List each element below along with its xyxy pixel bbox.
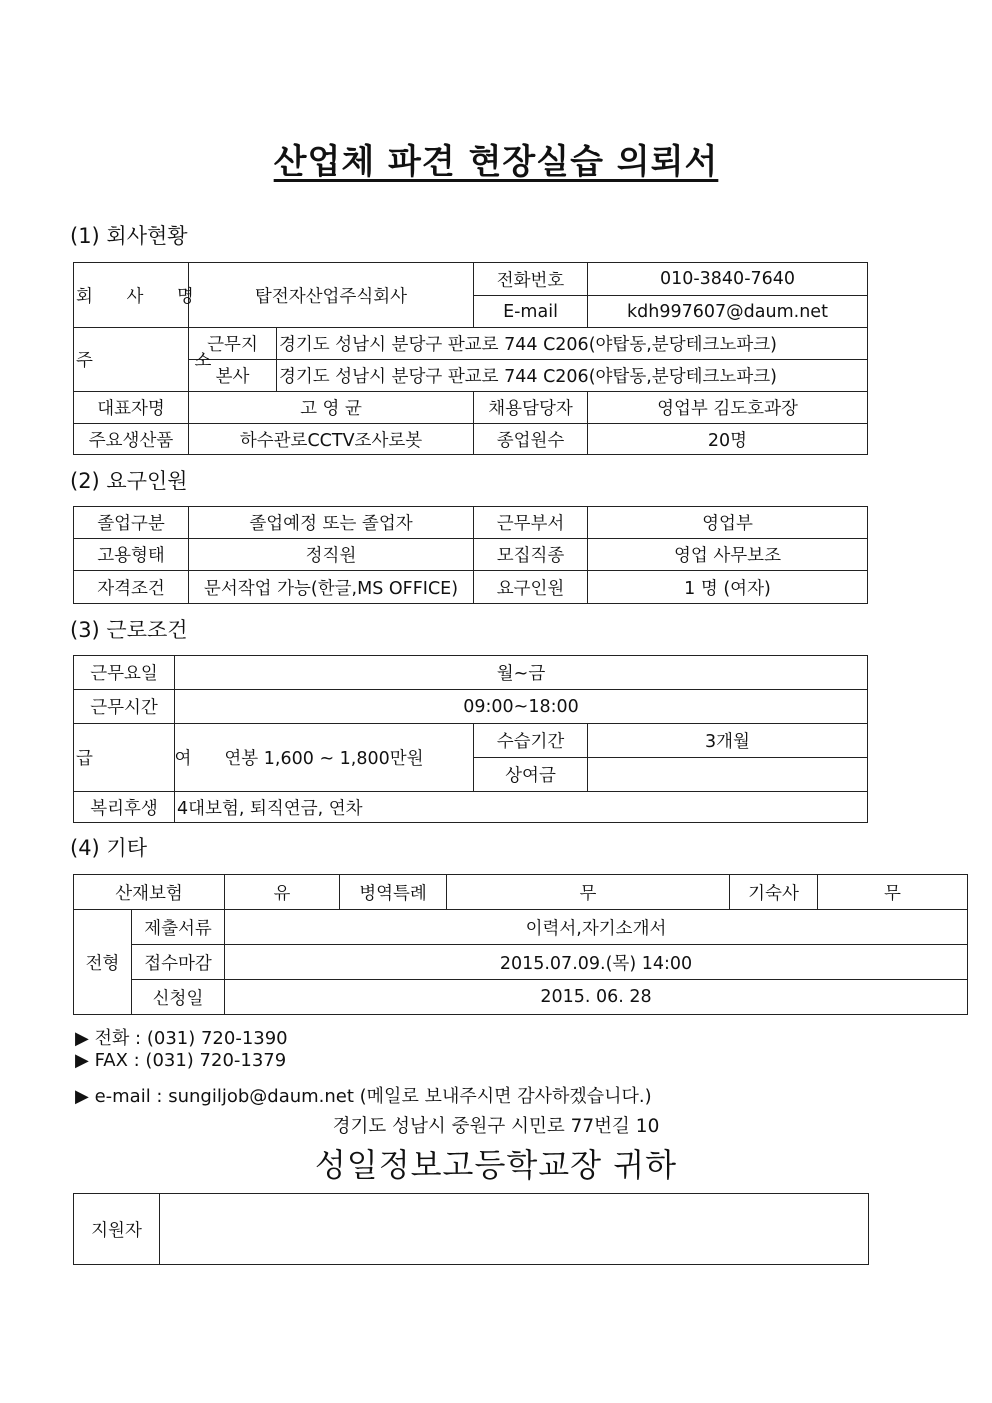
- conditions-table: [73, 655, 868, 823]
- dorm-value: 무: [818, 875, 968, 910]
- school-address: 경기도 성남시 중원구 시민로 77번길 10: [332, 1116, 660, 1137]
- employment-type-value: 정직원: [189, 539, 474, 571]
- contact-fax: ▶ FAX : (031) 720-1379: [75, 1050, 287, 1071]
- phone-label: 전화번호: [474, 263, 588, 296]
- product-value: 하수관로CCTV조사로봇: [189, 424, 474, 455]
- welfare-value: 4대보험, 퇴직연금, 연차: [175, 792, 868, 823]
- insurance-label: 산재보험: [74, 875, 225, 910]
- graduation-label: 졸업구분: [74, 507, 189, 539]
- welfare-label: 복리후생: [74, 792, 175, 823]
- workhours-label: 근무시간: [74, 690, 175, 724]
- dorm-label: 기숙사: [730, 875, 818, 910]
- deadline-value: 2015.07.09.(목) 14:00: [225, 945, 968, 980]
- hq-address-label: 본사: [189, 360, 277, 392]
- company-table: [73, 262, 868, 455]
- company-name-label: 회 사 명: [74, 263, 189, 328]
- deadline-label: 접수마감: [132, 945, 225, 980]
- ceo-value: 고 영 균: [189, 392, 474, 424]
- headcount-label: 요구인원: [474, 571, 588, 604]
- work-address-value: 경기도 성남시 분당구 판교로 744 C206(야탑동,분당테크노파크): [277, 328, 868, 360]
- workhours-value: 09:00~18:00: [175, 690, 868, 724]
- applicant-table: [73, 1193, 869, 1265]
- qualification-value: 문서작업 가능(한글,MS OFFICE): [189, 571, 474, 604]
- ceo-label: 대표자명: [74, 392, 189, 424]
- hr-manager-label: 채용담당자: [474, 392, 588, 424]
- job-type-label: 모집직종: [474, 539, 588, 571]
- hr-manager-value: 영업부 김도호과장: [588, 392, 868, 424]
- hq-address-value: 경기도 성남시 분당구 판교로 744 C206(야탑동,분당테크노파크): [277, 360, 868, 392]
- bonus-value: [588, 758, 868, 792]
- email-label: E-mail: [474, 296, 588, 328]
- military-label: 병역특례: [340, 875, 447, 910]
- address-label: 주 소: [74, 328, 189, 392]
- workdays-label: 근무요일: [74, 656, 175, 690]
- insurance-value: 유: [225, 875, 340, 910]
- apply-date-value: 2015. 06. 28: [225, 980, 968, 1015]
- staff-label: 종업원수: [474, 424, 588, 455]
- contact-email: ▶ e-mail : sungiljob@daum.net (메일로 보내주시면 감사하겠습니다.): [75, 1086, 652, 1107]
- job-type-value: 영업 사무보조: [588, 539, 868, 571]
- workdays-value: 월~금: [175, 656, 868, 690]
- documents-label: 제출서류: [132, 910, 225, 945]
- section-conditions-heading: (3) 근로조건: [70, 618, 188, 642]
- documents-value: 이력서,자기소개서: [225, 910, 968, 945]
- qualification-label: 자격조건: [74, 571, 189, 604]
- applicant-label: 지원자: [74, 1194, 160, 1265]
- selection-label: 전형: [74, 910, 132, 1015]
- employment-type-label: 고용형태: [74, 539, 189, 571]
- department-value: 영업부: [588, 507, 868, 539]
- contact-phone: ▶ 전화 : (031) 720-1390: [75, 1028, 288, 1049]
- bonus-label: 상여금: [474, 758, 588, 792]
- section-company-heading: (1) 회사현황: [70, 224, 188, 248]
- probation-value: 3개월: [588, 724, 868, 758]
- military-value: 무: [447, 875, 730, 910]
- other-table: [73, 874, 968, 1015]
- section-other-heading: (4) 기타: [70, 836, 147, 860]
- email-value: kdh997607@daum.net: [588, 296, 868, 328]
- probation-label: 수습기간: [474, 724, 588, 758]
- salary-value: 연봉 1,600 ~ 1,800만원: [175, 724, 474, 792]
- applicant-signature-field[interactable]: [160, 1194, 869, 1265]
- work-address-label: 근무지: [189, 328, 277, 360]
- company-name-value: 탑전자산업주식회사: [189, 263, 474, 328]
- document-title: 산업체 파견 현장실습 의뢰서: [273, 142, 719, 182]
- staff-value: 20명: [588, 424, 868, 455]
- graduation-value: 졸업예정 또는 졸업자: [189, 507, 474, 539]
- personnel-table: [73, 506, 868, 604]
- department-label: 근무부서: [474, 507, 588, 539]
- phone-value: 010-3840-7640: [588, 263, 868, 296]
- apply-date-label: 신청일: [132, 980, 225, 1015]
- salary-label: 급 여: [74, 724, 175, 792]
- product-label: 주요생산품: [74, 424, 189, 455]
- headcount-value: 1 명 (여자): [588, 571, 868, 604]
- recipient-principal: 성일정보고등학교장 귀하: [314, 1146, 678, 1184]
- section-personnel-heading: (2) 요구인원: [70, 469, 188, 493]
